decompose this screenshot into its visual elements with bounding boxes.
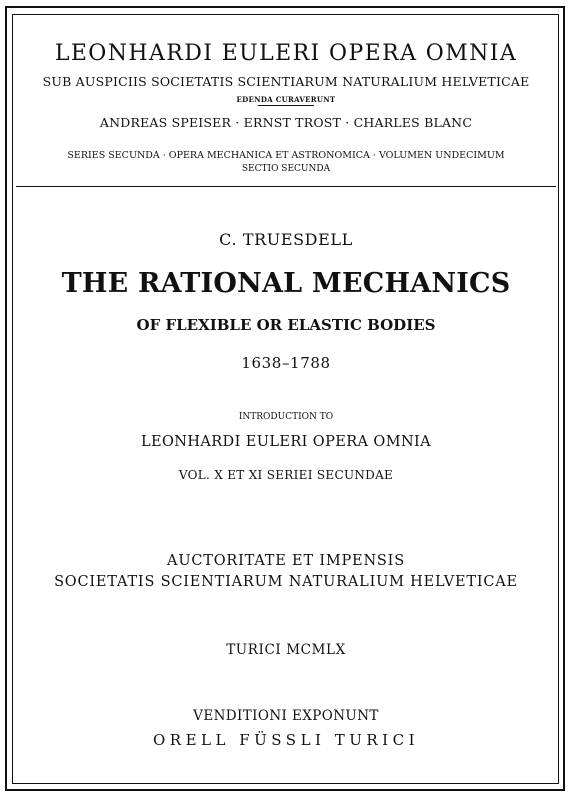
year-range: 1638–1788 [241,354,331,372]
edenda-line: EDENDA CURAVERUNT [236,95,336,104]
short-rule [258,105,314,106]
place-date: TURICI MCMLX [226,642,346,658]
series-line: SERIES SECUNDA · OPERA MECHANICA ET ASTRONOMICA · VOLUMEN UNDECIMUM [67,150,505,161]
series-title: LEONHARDI EULERI OPERA OMNIA [54,41,518,66]
book-subtitle: OF FLEXIBLE OR ELASTIC BODIES [136,316,436,334]
author: C. TRUESDELL [219,230,353,249]
societas-line: SOCIETATIS SCIENTIARUM NATURALIUM HELVETICAE [54,574,518,590]
sponsor-line: SUB AUSPICIIS SOCIETATIS SCIENTIARUM NATURALIUM HELVETICAE [42,74,530,89]
auctoritate-line: AUCTORITATE ET IMPENSIS [167,553,405,569]
header-divider [16,186,556,187]
vendition-line: VENDITIONI EXPONUNT [193,708,379,724]
volumes-line: VOL. X ET XI SERIEI SECUNDAE [178,468,394,482]
sectio-line: SECTIO SECUNDA [241,164,331,174]
publisher-line: ORELL FÜSSLI TURICI [153,731,419,749]
intro-work: LEONHARDI EULERI OPERA OMNIA [140,434,432,450]
book-title: THE RATIONAL MECHANICS [61,268,511,299]
editors-line: ANDREAS SPEISER · ERNST TROST · CHARLES BLANC [99,115,473,130]
intro-label: INTRODUCTION TO [238,412,334,422]
